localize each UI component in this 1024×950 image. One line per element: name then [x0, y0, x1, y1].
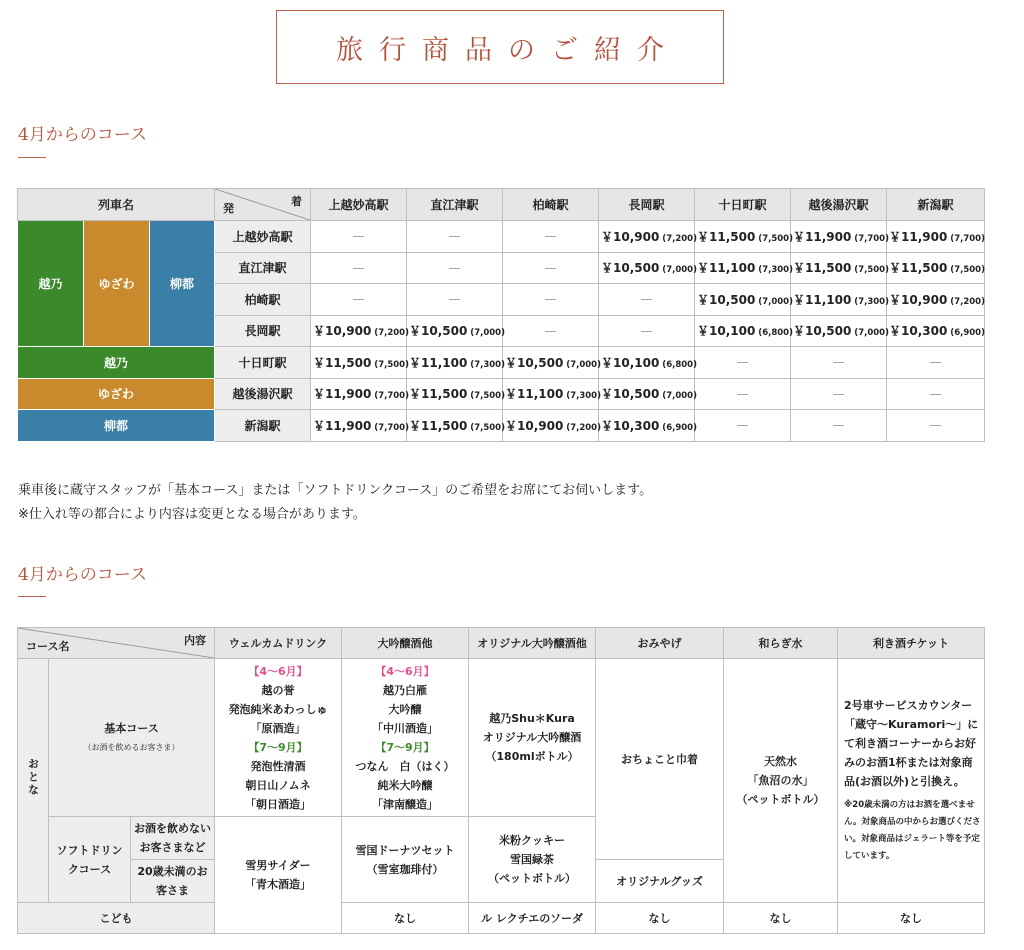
water-child: なし: [724, 903, 838, 934]
no-fare: —: [695, 347, 791, 379]
dest-header: 柏崎駅: [503, 189, 599, 221]
fare-row: [18, 347, 985, 379]
fare-price: [887, 221, 985, 253]
ticket-child: なし: [838, 903, 985, 934]
fare-price: [887, 315, 985, 347]
fare-child-amount: (7,700): [851, 233, 889, 244]
fare-child-amount: (7,500): [947, 265, 985, 276]
col-header: オリジナル大吟醸酒他: [469, 628, 596, 659]
ticket: 2号車サービスカウンター「蔵守～Kuramori～」にて利き酒コーナーからお好みのお酒1杯または対象商品(お酒以外)と引換え。 ※20歳未満の方はお酒を選べません。対象商品の中からお選びください。対象商品はジェラート等を予定しています。: [838, 659, 985, 903]
fare-amount: ￥10,900: [601, 229, 660, 244]
course-content-corner: [18, 628, 215, 659]
fare-child-amount: (7,300): [755, 265, 793, 276]
train-yuzawa: ゆざわ: [84, 221, 150, 347]
fare-amount: ￥11,100: [505, 387, 564, 402]
fare-price: [599, 252, 695, 284]
fare-amount: ￥11,900: [889, 229, 948, 244]
page-title-box: [276, 10, 724, 84]
omiyage-adult: おちょこと巾着: [596, 659, 724, 860]
omiyage-goods: オリジナルグッズ: [596, 860, 724, 903]
fare-amount: ￥11,500: [889, 261, 948, 276]
fare-price: [311, 347, 407, 379]
no-fare: —: [503, 284, 599, 316]
fare-child-amount: (6,800): [659, 359, 697, 370]
fare-amount: ￥10,900: [505, 418, 564, 433]
fare-child-amount: (7,000): [851, 328, 889, 339]
fare-price: [599, 378, 695, 410]
fare-amount: ￥10,500: [601, 387, 660, 402]
no-fare: —: [887, 378, 985, 410]
train-yuzawa: ゆざわ: [18, 378, 215, 410]
fare-price: [503, 347, 599, 379]
note-course-request: 乗車後に蔵守スタッフが「基本コース」または「ソフトドリンクコース」のご希望をお席にてお伺いします。: [18, 483, 653, 498]
fare-price: [695, 221, 791, 253]
omiyage-child: なし: [596, 903, 724, 934]
section2-rule: [18, 596, 46, 597]
content-label: 内容: [184, 634, 207, 647]
fare-amount: ￥10,500: [601, 261, 660, 276]
fare-amount: ￥10,100: [601, 355, 660, 370]
child-label: こども: [18, 903, 215, 934]
no-fare: —: [407, 284, 503, 316]
col-header: おみやげ: [596, 628, 724, 659]
water: 天然水 「魚沼の水」 （ペットボトル）: [724, 659, 838, 903]
note-subject-to-change: ※仕入れ等の都合により内容は変更となる場合があります。: [18, 507, 366, 522]
fare-price: [503, 378, 599, 410]
daiginjo-child: なし: [342, 903, 469, 934]
daiginjo-soft: 雪国ドーナツセット （雪室珈琲付）: [342, 817, 469, 903]
no-fare: —: [791, 378, 887, 410]
origin-station: 新潟駅: [215, 410, 311, 442]
fare-amount: ￥10,500: [697, 292, 756, 307]
train-ryuto: 柳都: [150, 221, 215, 347]
section1-heading: 4月からのコース: [18, 125, 147, 145]
fare-price: [695, 284, 791, 316]
fare-child-amount: (7,200): [563, 422, 601, 433]
origin-station: 柏崎駅: [215, 284, 311, 316]
col-header: 利き酒チケット: [838, 628, 985, 659]
fare-child-amount: (7,500): [467, 391, 505, 402]
fare-child-amount: (7,000): [659, 391, 697, 402]
fare-price: [791, 221, 887, 253]
fare-child-amount: (7,500): [371, 359, 409, 370]
page-title: 旅行商品のご紹介: [336, 34, 680, 66]
fare-price: [887, 284, 985, 316]
fare-price: [599, 410, 695, 442]
fare-amount: ￥10,500: [793, 324, 852, 339]
fare-child-amount: (7,500): [467, 422, 505, 433]
dest-header: 越後湯沢駅: [791, 189, 887, 221]
no-fare: —: [311, 252, 407, 284]
fare-child-amount: (7,200): [371, 328, 409, 339]
dest-header: 長岡駅: [599, 189, 695, 221]
daiginjo-basic: 【4～6月】 越乃白雁 大吟醸 「中川酒造」 【7～9月】 つなん 白（はく） 純米大吟醸 「津南醸造」: [342, 659, 469, 817]
fare-price: [791, 284, 887, 316]
fare-price: [599, 221, 695, 253]
no-fare: —: [887, 410, 985, 442]
course-name-label: コース名: [26, 640, 70, 653]
basic-course: [49, 659, 215, 817]
fare-amount: ￥10,900: [889, 292, 948, 307]
no-fare: —: [503, 315, 599, 347]
fare-child-amount: (7,000): [659, 265, 697, 276]
col-header: 和らぎ水: [724, 628, 838, 659]
soft-b: 20歳未満のお客さま: [131, 860, 215, 903]
fare-amount: ￥11,100: [793, 292, 852, 307]
fare-price: [695, 252, 791, 284]
fare-amount: ￥10,300: [889, 324, 948, 339]
course-table: [17, 627, 985, 934]
no-fare: —: [695, 410, 791, 442]
origin-station: 上越妙高駅: [215, 221, 311, 253]
no-fare: —: [407, 252, 503, 284]
soft-course: ソフトドリンクコース: [49, 817, 131, 903]
fare-amount: ￥10,900: [313, 324, 372, 339]
train-koshino: 越乃: [18, 221, 84, 347]
dest-header: 上越妙高駅: [311, 189, 407, 221]
col-header: ウェルカムドリンク: [215, 628, 342, 659]
fare-child-amount: (7,700): [371, 391, 409, 402]
no-fare: —: [599, 315, 695, 347]
fare-price: [407, 410, 503, 442]
origin-station: 十日町駅: [215, 347, 311, 379]
fare-price: [311, 378, 407, 410]
fare-child-amount: (7,500): [851, 265, 889, 276]
no-fare: —: [311, 221, 407, 253]
fare-child-amount: (7,300): [851, 296, 889, 307]
fare-amount: ￥10,300: [601, 418, 660, 433]
fare-amount: ￥11,500: [793, 261, 852, 276]
fare-amount: ￥11,500: [409, 418, 468, 433]
from-label: 発: [223, 202, 235, 215]
dest-header: 直江津駅: [407, 189, 503, 221]
no-fare: —: [503, 252, 599, 284]
fare-price: [311, 410, 407, 442]
fare-child-amount: (6,800): [755, 328, 793, 339]
no-fare: —: [791, 347, 887, 379]
origin-station: 越後湯沢駅: [215, 378, 311, 410]
fare-row: [18, 410, 985, 442]
fare-amount: ￥11,500: [697, 229, 756, 244]
original-basic: 越乃Shu＊Kura オリジナル大吟醸酒 （180mlボトル）: [469, 659, 596, 817]
fare-amount: ￥11,100: [697, 261, 756, 276]
welcome-soft: 雪男サイダー 「青木酒造」: [215, 817, 342, 934]
origin-station: 直江津駅: [215, 252, 311, 284]
fare-amount: ￥11,500: [313, 355, 372, 370]
soft-a: お酒を飲めないお客さまなど: [131, 817, 215, 860]
fare-price: [599, 347, 695, 379]
fare-price: [407, 347, 503, 379]
no-fare: —: [407, 221, 503, 253]
col-header: 大吟醸酒他: [342, 628, 469, 659]
origin-station: 長岡駅: [215, 315, 311, 347]
fare-price: [791, 252, 887, 284]
basic-course-name: 基本コース: [104, 721, 159, 735]
fare-child-amount: (7,500): [755, 233, 793, 244]
section2-heading: 4月からのコース: [18, 565, 147, 585]
fare-price: [311, 315, 407, 347]
fare-price: [695, 315, 791, 347]
no-fare: —: [791, 410, 887, 442]
fare-child-amount: (7,700): [371, 422, 409, 433]
fare-price: [887, 252, 985, 284]
dest-header: 十日町駅: [695, 189, 791, 221]
fare-amount: ￥10,500: [505, 355, 564, 370]
fare-price: [503, 410, 599, 442]
no-fare: —: [503, 221, 599, 253]
no-fare: —: [311, 284, 407, 316]
fare-price: [407, 315, 503, 347]
welcome-basic: 【4～6月】 越の誉 発泡純米あわっしゅ 「原酒造」 【7～9月】 発泡性清酒 朝日山ノムネ 「朝日酒造」: [215, 659, 342, 817]
original-child: ル レクチエのソーダ: [469, 903, 596, 934]
adult-label: おとな: [18, 659, 49, 903]
train-koshino: 越乃: [18, 347, 215, 379]
fare-row: [18, 378, 985, 410]
fare-amount: ￥11,500: [409, 387, 468, 402]
fare-price: [791, 315, 887, 347]
train-name-header: 列車名: [18, 189, 215, 221]
fare-child-amount: (7,000): [755, 296, 793, 307]
original-soft: 米粉クッキー 雪国緑茶 （ペットボトル）: [469, 817, 596, 903]
fare-amount: ￥11,100: [409, 355, 468, 370]
fare-child-amount: (6,900): [659, 422, 697, 433]
no-fare: —: [887, 347, 985, 379]
dest-header: 新潟駅: [887, 189, 985, 221]
fare-child-amount: (7,200): [659, 233, 697, 244]
fare-amount: ￥10,500: [409, 324, 468, 339]
fare-price: [407, 378, 503, 410]
fare-amount: ￥10,100: [697, 324, 756, 339]
fare-child-amount: (6,900): [947, 328, 985, 339]
fare-child-amount: (7,300): [563, 391, 601, 402]
section1-rule: [18, 157, 46, 158]
fare-child-amount: (7,300): [467, 359, 505, 370]
fare-table: [17, 188, 985, 442]
fare-amount: ￥11,900: [313, 418, 372, 433]
fare-row: [18, 221, 985, 253]
fare-child-amount: (7,000): [467, 328, 505, 339]
fare-child-amount: (7,200): [947, 296, 985, 307]
fare-amount: ￥11,900: [793, 229, 852, 244]
from-to-corner: [215, 189, 311, 221]
fare-amount: ￥11,900: [313, 387, 372, 402]
fare-child-amount: (7,700): [947, 233, 985, 244]
no-fare: —: [695, 378, 791, 410]
to-label: 着: [291, 195, 303, 208]
fare-child-amount: (7,000): [563, 359, 601, 370]
no-fare: —: [599, 284, 695, 316]
basic-course-sub: （お酒を飲めるお客さま）: [83, 742, 180, 752]
train-ryuto: 柳都: [18, 410, 215, 442]
